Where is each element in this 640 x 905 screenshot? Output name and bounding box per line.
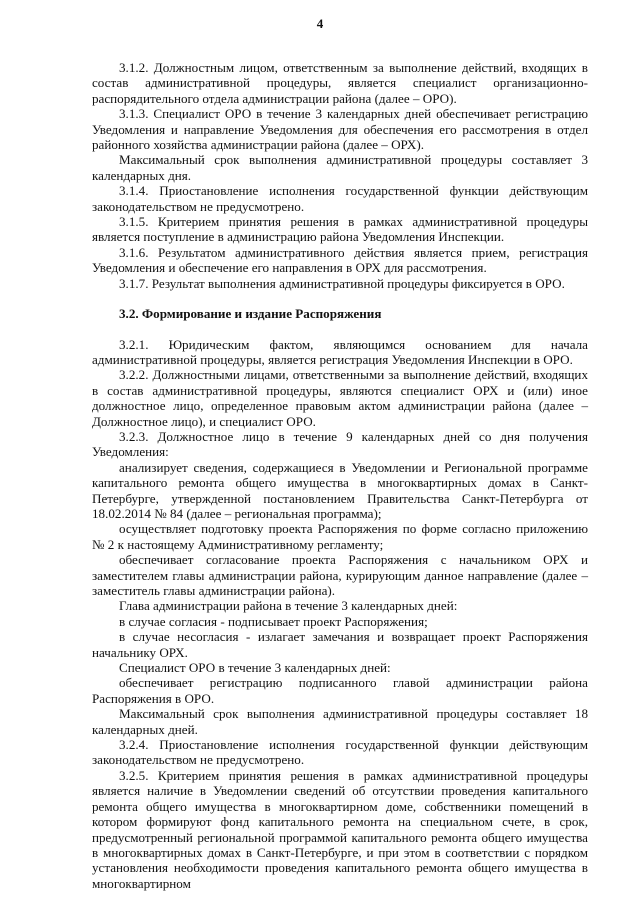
document-body bbox=[92, 60, 588, 891]
paragraph-3-2-3: 3.2.3. Должностное лицо в течение 9 календарных дней со дня получения Уведомления: bbox=[92, 428, 588, 460]
paragraph-3-1-4: 3.1.4. Приостановление исполнения государственной функции действующим законодательством не предусмотрено. bbox=[92, 183, 588, 214]
paragraph-register: обеспечивает регистрацию подписанного главой администрации района Распоряжения в ОРО. bbox=[92, 675, 588, 706]
paragraph-3-2-2: 3.2.2. Должностными лицами, ответственными за выполнение действий, входящих в состав административной процедуры, являются специалист ОРХ и (или) иное должностное лицо, определенное правовым актом администрации района (далее – Должностное лицо), и специалист ОРО. bbox=[92, 367, 588, 429]
paragraph-3-2-1: 3.2.1. Юридическим фактом, являющимся основанием для начала административной процедуры, является регистрация Уведомления Инспекции в ОРО. bbox=[92, 336, 588, 367]
paragraph-3-1-7: 3.1.7. Результат выполнения административной процедуры фиксируется в ОРО. bbox=[119, 275, 565, 291]
paragraph-3-1-6: 3.1.6. Результатом административного действия является прием, регистрация Уведомления и обеспечение его направления в ОРХ для рассмотрения. bbox=[92, 244, 588, 276]
paragraph-disagree: в случае несогласия - излагает замечания и возвращает проект Распоряжения начальнику ОРХ. bbox=[92, 629, 588, 660]
paragraph-3-1-3: 3.1.3. Специалист ОРО в течение 3 календарных дней обеспечивает регистрацию Уведомления и направление Уведомления для обеспечения его рассмотрения в отдел районного хозяйства администрации района (далее – ОРХ). bbox=[92, 106, 588, 153]
paragraph-agree: в случае согласия - подписывает проект Распоряжения; bbox=[119, 613, 428, 629]
paragraph-3-2-4: 3.2.4. Приостановление исполнения государственной функции действующим законодательством не предусмотрено. bbox=[92, 737, 588, 768]
paragraph-max-term-2: Максимальный срок выполнения административной процедуры составляет 18 календарных дней. bbox=[92, 706, 588, 737]
paragraph-3-1-5: 3.1.5. Критерием принятия решения в рамках административной процедуры является поступление в администрацию района Уведомления Инспекции. bbox=[92, 214, 588, 245]
paragraph-prepare: осуществляет подготовку проекта Распоряжения по форме согласно приложению № 2 к настоящему Административному регламенту; bbox=[92, 521, 588, 552]
paragraph-oro-specialist: Специалист ОРО в течение 3 календарных дней: bbox=[119, 660, 391, 676]
paragraph-3-1-2: 3.1.2. Должностным лицом, ответственным за выполнение действий, входящих в состав административной процедуры, является специалист организационно-распорядительного отдела администрации района (далее – ОРО). bbox=[92, 60, 588, 106]
page-number: 4 bbox=[316, 16, 324, 31]
paragraph-3-2-5: 3.2.5. Критерием принятия решения в рамках административной процедуры является наличие в Уведомлении сведений об отсутствии проведения капитального ремонта общего имущества в многоквартирном доме, собственники помещений в котором формируют фонд капитального ремонта на специальном счете, в срок, предусмотренный региональной программой капитального ремонта общего имущества в многоквартирных домах в Санкт-Петербурге, и при этом в соответствии с порядком установления необходимости проведения капитального ремонта общего имущества в многоквартирном bbox=[92, 767, 588, 891]
paragraph-approve: обеспечивает согласование проекта Распоряжения с начальником ОРХ и заместителем главы администрации района, курирующим данное направление (далее – заместитель главы администрации района). bbox=[92, 552, 588, 598]
paragraph-max-term-1: Максимальный срок выполнения административной процедуры составляет 3 календарных дня. bbox=[92, 152, 588, 183]
section-heading: 3.2. Формирование и издание Распоряжения bbox=[119, 306, 382, 322]
paragraph-head-admin: Глава администрации района в течение 3 календарных дней: bbox=[119, 598, 458, 614]
paragraph-analyze: анализирует сведения, содержащиеся в Уведомлении и Региональной программе капитального ремонта общего имущества в многоквартирных домах в Санкт-Петербурге, утвержденной постановлением Правительства Санкт-Петербурга от 18.02.2014 № 84 (далее – региональная программа); bbox=[92, 459, 588, 521]
